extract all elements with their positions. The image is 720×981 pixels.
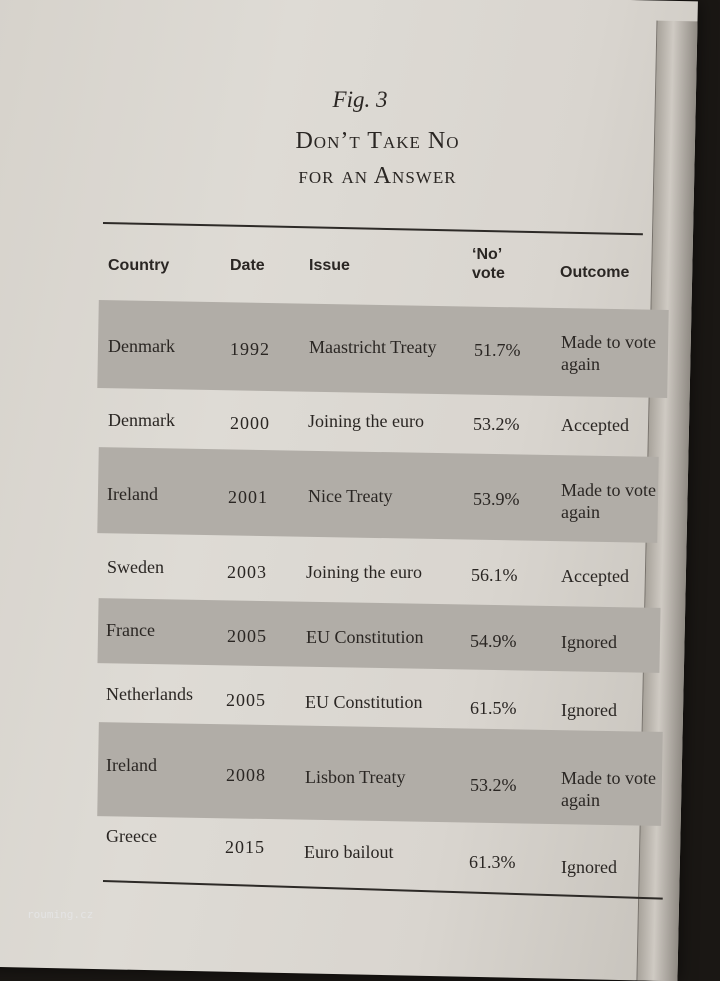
cell-date: 2003: [227, 562, 267, 582]
cell-country: Ireland: [106, 755, 157, 775]
cell-no-vote: 61.5%: [470, 698, 517, 718]
cell-country: Netherlands: [106, 684, 193, 704]
header-outcome: Outcome: [560, 264, 630, 281]
cell-date: 1992: [230, 339, 270, 359]
cell-country: Greece: [106, 826, 157, 846]
cell-issue: EU Constitution: [305, 692, 423, 712]
cell-no-vote: 53.2%: [470, 775, 517, 795]
cell-issue: Lisbon Treaty: [305, 767, 406, 787]
cell-no-vote: 53.9%: [473, 489, 520, 509]
cell-outcome: Made to vote again: [561, 480, 656, 522]
cell-no-vote: 53.2%: [473, 414, 520, 434]
cell-country: Denmark: [108, 336, 175, 356]
cell-issue: Euro bailout: [304, 842, 394, 862]
cell-no-vote: 61.3%: [469, 852, 516, 872]
figure-title-line1: Don’t Take No: [295, 128, 460, 154]
cell-date: 2008: [226, 765, 266, 785]
cell-date: 2000: [230, 413, 270, 433]
cell-issue: Joining the euro: [308, 411, 424, 431]
cell-country: Denmark: [108, 410, 175, 430]
figure-title-line2: for an Answer: [298, 163, 457, 189]
cell-outcome: Made to vote again: [561, 332, 656, 374]
cell-outcome: Ignored: [561, 857, 617, 877]
cell-outcome: Ignored: [561, 700, 617, 720]
figure-label: Fig. 3: [332, 87, 388, 112]
cell-issue: Nice Treaty: [308, 486, 393, 506]
cell-issue: EU Constitution: [306, 627, 424, 647]
cell-country: France: [106, 620, 155, 640]
cell-no-vote: 51.7%: [474, 340, 521, 360]
cell-outcome: Accepted: [561, 415, 629, 435]
cell-date: 2015: [225, 837, 265, 857]
header-issue: Issue: [309, 257, 350, 274]
cell-issue: Maastricht Treaty: [309, 337, 437, 357]
header-no-vote: ‘No’ vote: [472, 246, 505, 282]
cell-country: Sweden: [107, 557, 164, 577]
cell-date: 2001: [228, 487, 268, 507]
cell-date: 2005: [226, 690, 266, 710]
header-date: Date: [230, 257, 265, 274]
cell-no-vote: 56.1%: [471, 565, 518, 585]
cell-outcome: Made to vote again: [561, 768, 656, 810]
cell-outcome: Accepted: [561, 566, 629, 586]
header-country: Country: [108, 257, 170, 274]
watermark: rouming.cz: [27, 908, 94, 921]
cell-issue: Joining the euro: [306, 562, 422, 582]
cell-country: Ireland: [107, 484, 158, 504]
cell-no-vote: 54.9%: [470, 631, 517, 651]
cell-outcome: Ignored: [561, 632, 617, 652]
cell-date: 2005: [227, 626, 267, 646]
